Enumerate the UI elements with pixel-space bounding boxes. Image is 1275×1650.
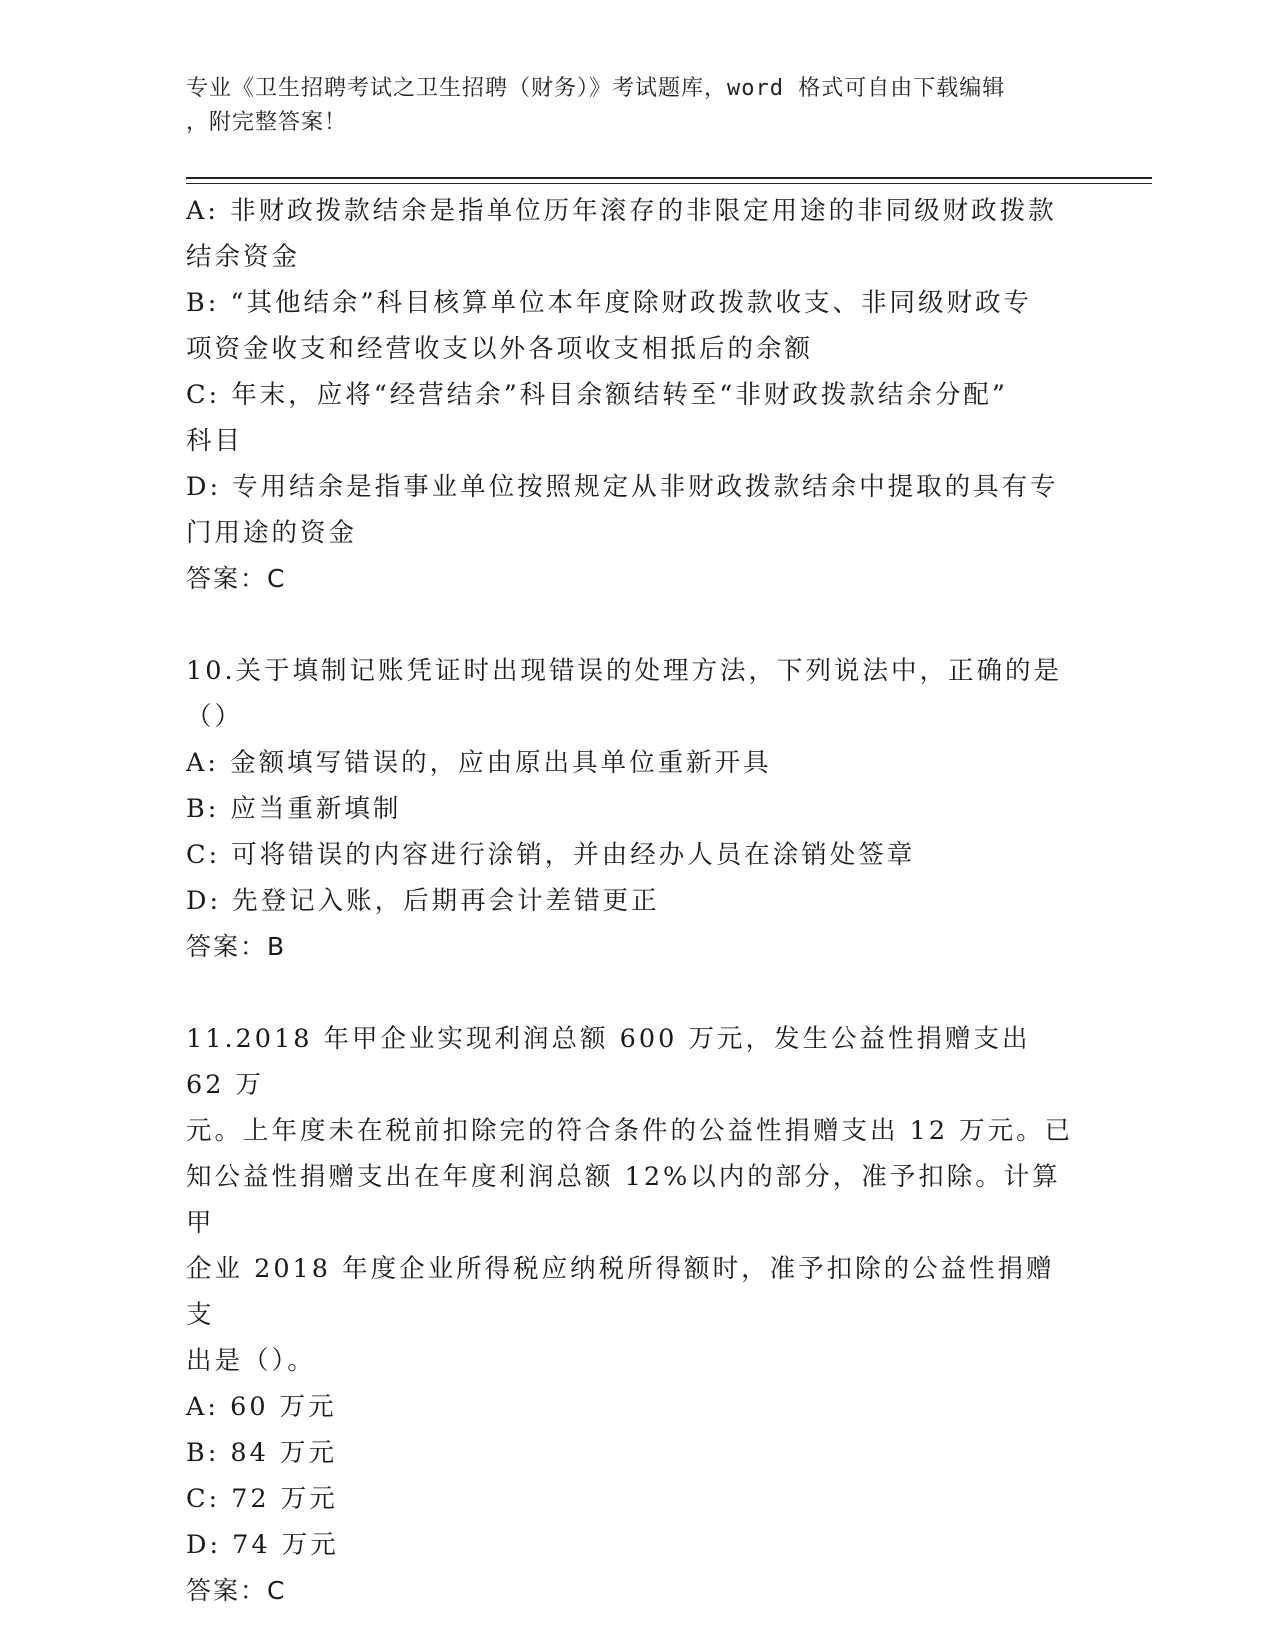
option-line: C: 年末，应将“经营结余”科目余额结转至“非财政拨款结余分配”: [186, 380, 1008, 410]
option-c: C: 72 万元: [186, 1484, 338, 1514]
header-divider-thick: [186, 177, 1152, 179]
option-a: [186, 188, 1076, 280]
option-b: [186, 280, 1076, 372]
option-c: [186, 372, 1076, 464]
header-line-1: 专业《卫生招聘考试之卫生招聘（财务）》考试题库，word 格式可自由下载编辑: [186, 76, 1006, 101]
option-a: A: 金额填写错误的，应由原出具单位重新开具: [186, 748, 772, 778]
option-line: 结余资金: [186, 242, 301, 272]
option-line: A: 非财政拨款结余是指单位历年滚存的非限定用途的非同级财政拨款: [186, 196, 1057, 226]
question-text: （）: [186, 702, 244, 732]
question-text: 出是（）。: [186, 1346, 316, 1376]
header-divider-thin: [186, 183, 1152, 184]
question-text: 知公益性捐赠支出在年度利润总额 12%以内的部分，准予扣除。计算甲: [186, 1162, 1061, 1238]
option-d: D: 先登记入账，后期再会计差错更正: [186, 886, 660, 916]
question-text: 元。上年度未在税前扣除完的符合条件的公益性捐赠支出 12 万元。已: [186, 1116, 1074, 1146]
option-d: [186, 464, 1076, 556]
option-b: B: 应当重新填制: [186, 794, 402, 824]
answer-label: 答案：B: [186, 932, 287, 961]
option-a: A: 60 万元: [186, 1392, 337, 1422]
question-11: [186, 1016, 1076, 1614]
option-line: 门用途的资金: [186, 518, 358, 548]
question-text: 企业 2018 年度企业所得税应纳税所得额时，准予扣除的公益性捐赠支: [186, 1254, 1055, 1330]
question-9: [186, 188, 1076, 602]
document-body: [186, 188, 1076, 1614]
option-d: D: 74 万元: [186, 1530, 339, 1560]
option-line: B: “其他结余”科目核算单位本年度除财政拨款收支、非同级财政专: [186, 288, 1033, 318]
question-text: 10.关于填制记账凭证时出现错误的处理方法，下列说法中，正确的是: [186, 656, 1063, 686]
option-b: B: 84 万元: [186, 1438, 337, 1468]
answer-label: 答案：C: [186, 1576, 287, 1605]
question-10: [186, 648, 1076, 970]
option-line: 科目: [186, 426, 244, 456]
option-line: 项资金收支和经营收支以外各项收支相抵后的余额: [186, 334, 814, 364]
header-line-2: ，附完整答案！: [186, 110, 348, 135]
option-line: D: 专用结余是指事业单位按照规定从非财政拨款结余中提取的具有专: [186, 472, 1059, 502]
option-c: C: 可将错误的内容进行涂销，并由经办人员在涂销处签章: [186, 840, 916, 870]
answer-label: 答案：C: [186, 564, 287, 593]
question-text: 11.2018 年甲企业实现利润总额 600 万元，发生公益性捐赠支出 62 万: [186, 1024, 1042, 1100]
document-header: [186, 72, 1086, 140]
